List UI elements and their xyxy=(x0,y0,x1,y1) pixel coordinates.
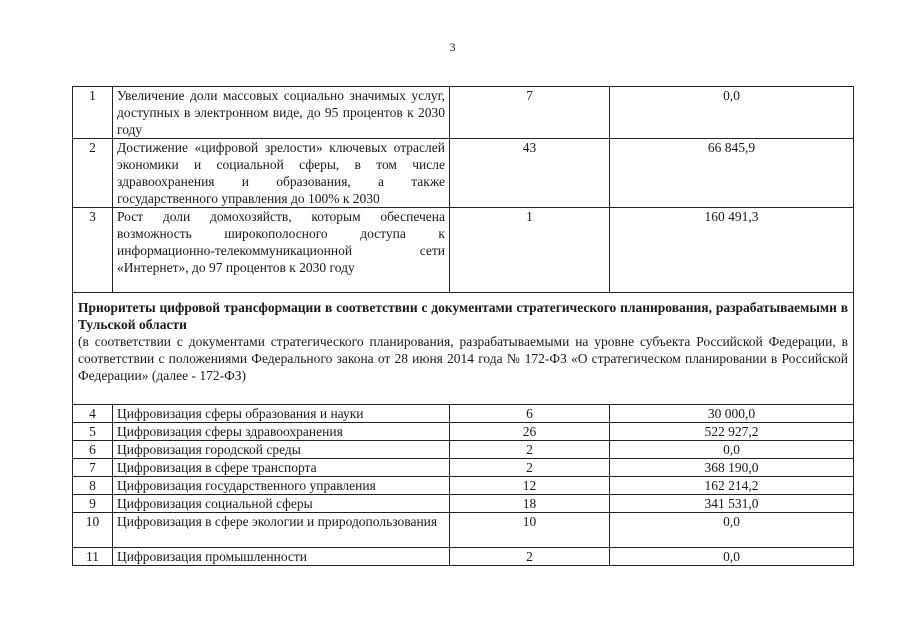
row-number: 6 xyxy=(73,441,113,459)
table-row xyxy=(73,513,854,548)
row-count: 26 xyxy=(450,423,610,441)
row-number: 2 xyxy=(73,139,113,208)
table-row xyxy=(73,477,854,495)
row-amount: 0,0 xyxy=(610,548,854,566)
row-amount: 0,0 xyxy=(610,441,854,459)
row-title: Цифровизация сферы здравоохранения xyxy=(113,423,450,441)
row-number: 5 xyxy=(73,423,113,441)
row-title: Цифровизация государственного управления xyxy=(113,477,450,495)
row-count: 43 xyxy=(450,139,610,208)
section-note: (в соответствии с документами стратегического планирования, разрабатываемыми на уровне субъекта Российской Федерации, в соответствии с положениями Федерального закона от 28 июня 2014 года № 172-ФЗ «О стратегическом планировании в Российской Федерации» (далее - 172-ФЗ) xyxy=(78,334,848,383)
row-title: Рост доли домохозяйств, которым обеспечена возможность широкополосного доступа к информационно-телекоммуникационной сети «Интернет», до 97 процентов к 2030 году xyxy=(113,208,450,293)
row-amount: 0,0 xyxy=(610,87,854,139)
table-row xyxy=(73,208,854,293)
section-header xyxy=(73,293,854,405)
section-title: Приоритеты цифровой трансформации в соответствии с документами стратегического планирования, разрабатываемыми в Тульской области xyxy=(78,300,848,332)
row-amount: 522 927,2 xyxy=(610,423,854,441)
row-count: 1 xyxy=(450,208,610,293)
table-row xyxy=(73,405,854,423)
row-number: 4 xyxy=(73,405,113,423)
row-title: Увеличение доли массовых социально значимых услуг, доступных в электронном виде, до 95 процентов к 2030 году xyxy=(113,87,450,139)
row-title: Цифровизация в сфере экологии и природопользования xyxy=(113,513,450,548)
table-row xyxy=(73,495,854,513)
table-row xyxy=(73,441,854,459)
row-amount: 66 845,9 xyxy=(610,139,854,208)
section-header-row xyxy=(73,293,854,405)
row-title: Цифровизация сферы образования и науки xyxy=(113,405,450,423)
row-number: 8 xyxy=(73,477,113,495)
row-number: 11 xyxy=(73,548,113,566)
table-row xyxy=(73,423,854,441)
row-amount: 341 531,0 xyxy=(610,495,854,513)
row-number: 7 xyxy=(73,459,113,477)
table-row xyxy=(73,87,854,139)
table-row xyxy=(73,139,854,208)
row-count: 18 xyxy=(450,495,610,513)
priorities-table xyxy=(72,86,854,566)
table-row xyxy=(73,548,854,566)
row-number: 10 xyxy=(73,513,113,548)
row-count: 10 xyxy=(450,513,610,548)
row-title: Достижение «цифровой зрелости» ключевых отраслей экономики и социальной сферы, в том числе здравоохранения и образования, а также государственного управления до 100% к 2030 xyxy=(113,139,450,208)
row-count: 6 xyxy=(450,405,610,423)
row-count: 2 xyxy=(450,459,610,477)
row-count: 2 xyxy=(450,441,610,459)
row-count: 7 xyxy=(450,87,610,139)
row-count: 12 xyxy=(450,477,610,495)
page-number: 3 xyxy=(449,40,456,54)
row-amount: 0,0 xyxy=(610,513,854,548)
row-amount: 368 190,0 xyxy=(610,459,854,477)
row-title: Цифровизация промышленности xyxy=(113,548,450,566)
row-number: 3 xyxy=(73,208,113,293)
row-count: 2 xyxy=(450,548,610,566)
row-number: 9 xyxy=(73,495,113,513)
row-amount: 30 000,0 xyxy=(610,405,854,423)
row-title: Цифровизация в сфере транспорта xyxy=(113,459,450,477)
row-amount: 162 214,2 xyxy=(610,477,854,495)
row-title: Цифровизация городской среды xyxy=(113,441,450,459)
table-row xyxy=(73,459,854,477)
row-title: Цифровизация социальной сферы xyxy=(113,495,450,513)
row-number: 1 xyxy=(73,87,113,139)
row-amount: 160 491,3 xyxy=(610,208,854,293)
